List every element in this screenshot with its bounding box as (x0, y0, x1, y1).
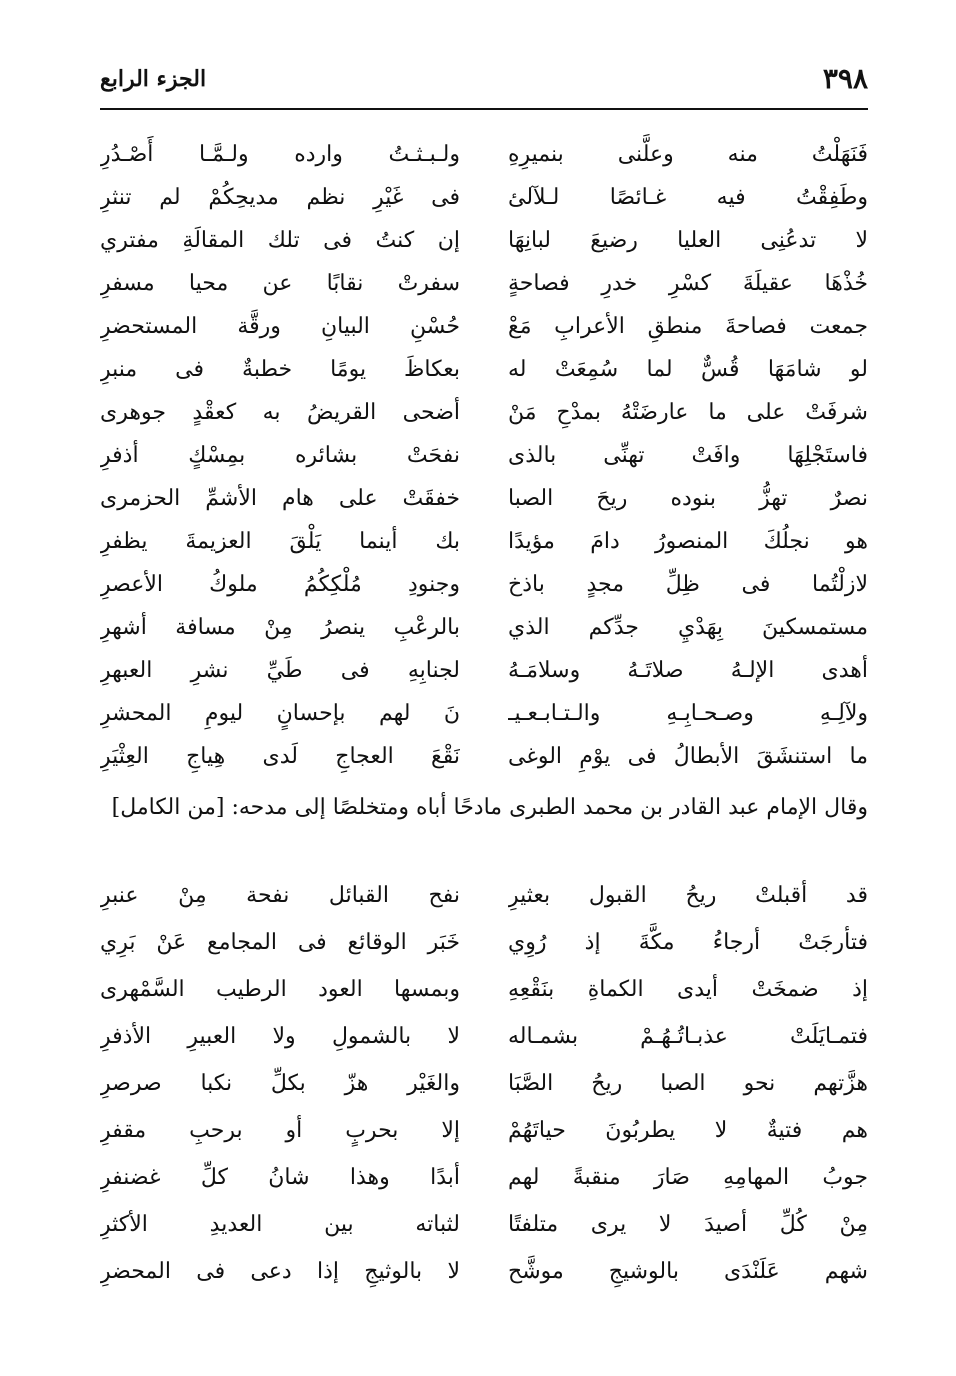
verse-second-hemistich: أبدًا وهذا شانُ كلِّ غضنفرِ (100, 1165, 460, 1190)
verse-second-hemistich: نفح القبائل نفحة مِنْ عنبرِ (100, 883, 460, 908)
verse-second-hemistich: سفرتْ نقابًا عن محيا مسفرِ (100, 271, 460, 296)
page-number: ٣٩٨ (822, 62, 868, 95)
verse-line (100, 735, 868, 778)
verse-second-hemistich: بك أينما يَلْقَ العزيمةَ يظفرِ (100, 529, 460, 554)
running-head: الجزء الرابع (100, 66, 207, 92)
verse-first-hemistich: هم فتيةٌ لا يطربُونَ حياتَهُمْ (508, 1118, 868, 1143)
verse-line (100, 563, 868, 606)
verse-first-hemistich: فَنَهَلْتُ منه وعلَّنى بنميرِهِ (508, 142, 868, 167)
verse-first-hemistich: مستمسكينَ بِهَدْيِ جدِّكم الذي (508, 615, 868, 640)
verse-line (100, 391, 868, 434)
verse-line (100, 872, 868, 919)
page-header (100, 62, 868, 102)
verse-first-hemistich: خُذْهَا عقيلَةَ كسْرِ خدرِ فصاحةٍ (508, 271, 868, 296)
verse-second-hemistich: لا بالشمولِ ولا العبيرِ الأذفرِ (100, 1024, 460, 1049)
verse-second-hemistich: لجنابِهِ فى طَيِّ نشرِ العبهرِ (100, 658, 460, 683)
verse-line (100, 1154, 868, 1201)
verse-second-hemistich: نَ لهم بإحسانٍ ليومِ المحشرِ (100, 701, 460, 726)
verse-line (100, 692, 868, 735)
verse-first-hemistich: هو نجلُكَ المنصورُ دامَ مؤيدًا (508, 529, 868, 554)
verse-line (100, 966, 868, 1013)
verse-first-hemistich: شهم عَلَنْدَى بالوشيجِ موشَّح (508, 1259, 868, 1284)
verse-first-hemistich: فتمـايَلَتْ عذبـاتُـهُـمْ بشمـاله (508, 1024, 868, 1049)
verse-line (100, 133, 868, 176)
verse-line (100, 305, 868, 348)
verse-line (100, 649, 868, 692)
header-rule (100, 108, 868, 110)
verse-second-hemistich: إلا بحربٍ أو برحبِ مقفرِ (100, 1118, 460, 1143)
verse-first-hemistich: جمعت فصاحةَ منطقِ الأعرابِ مَعْ (508, 314, 868, 339)
verse-first-hemistich: شرفَتْ على ما عارضَتْهُ بمدْحِ مَنْ (508, 400, 868, 425)
verse-line (100, 1107, 868, 1154)
verse-line (100, 520, 868, 563)
verse-line (100, 219, 868, 262)
verse-line (100, 606, 868, 649)
verse-second-hemistich: حُسْنِ البيانِ ورقَّة المستحضرِ (100, 314, 460, 339)
verse-second-hemistich: لا بالوثيجِ إذا دعى فى المحضرِ (100, 1259, 460, 1284)
verse-line (100, 176, 868, 219)
verse-first-hemistich: ما استنشَقَ الأبطالُ فى يوْمِ الوغى (508, 744, 868, 769)
verse-second-hemistich: وجنودِ مُلْكِكُمُ ملوكُ الأعصرِ (100, 572, 460, 597)
verse-second-hemistich: وبمسها العود الرطيب السَّمْهرى (100, 977, 460, 1002)
verse-second-hemistich: خفقَتْ على هام الأشمِّ الحزمرى (100, 486, 460, 511)
verse-second-hemistich: بالرعْبِ ينصرُ مِنْ مسافة أشهرِ (100, 615, 460, 640)
verse-second-hemistich: فى غَيْرِ نظم مديحِكُمْ لم تنثرِ (100, 185, 460, 210)
verse-second-hemistich: نَقْعَ العجاجِ لَدى هِياجِ العِثْيَرِ (100, 744, 460, 769)
verse-second-hemistich: بعكاظَ يومًا خطبةٌ فى منبرِ (100, 357, 460, 382)
verse-second-hemistich: نفحَتْ بشائره بمِسْكٍ أذفرِ (100, 443, 460, 468)
poem-introduction: وقال الإمام عبد القادر بن محمد الطبرى مادحًا أباه ومتخلصًا إلى مدحه: [من الكامل] (111, 795, 868, 820)
verse-first-hemistich: فتأرجَتْ أرجاءُ مكَّةَ إذ رُوِي (508, 930, 868, 955)
verse-second-hemistich: خَبَر الوقائع فى المجامع عَنْ بَرِي (100, 930, 460, 955)
verse-line (100, 1201, 868, 1248)
verse-first-hemistich: مِنْ كُلِّ أصيدَ لا يرى متلفتًا (508, 1212, 868, 1237)
verse-first-hemistich: فاستَجْلِهَا وافَتْ تهنِّى بالذى (508, 443, 868, 468)
verse-first-hemistich: وطَفِقْتُ فيه غـائصًا لـلآلئ (508, 185, 868, 210)
verse-second-hemistich: لثباته بين العديدِ الأكثرِ (100, 1212, 460, 1237)
verse-second-hemistich: والغَيْر هزّ بكلِّ نكبا صرصرِ (100, 1071, 460, 1096)
verse-line (100, 477, 868, 520)
verse-line (100, 1060, 868, 1107)
verse-first-hemistich: هزَّتهم نحو الصبا ريحُ الصَّبَا (508, 1071, 868, 1096)
verse-line (100, 919, 868, 966)
verse-first-hemistich: جوبُ المهامِهِ صَارَ منقبةً لهم (508, 1165, 868, 1190)
verse-first-hemistich: لازلْتُما فى ظِلِّ مجدٍ باذخ (508, 572, 868, 597)
poem-second (100, 872, 868, 1295)
verse-line (100, 262, 868, 305)
verse-first-hemistich: ولآلِـهِ وصـحـابِـهِ والـتـابـعـيـ (508, 701, 868, 726)
verse-second-hemistich: أضحى القريضُ به كعقْدٍ جوهرى (100, 400, 460, 425)
poem-first (100, 133, 868, 778)
verse-line (100, 1013, 868, 1060)
verse-first-hemistich: لو شامَهَا قُسٌّ لما سُمِعَتْ له (508, 357, 868, 382)
verse-line (100, 348, 868, 391)
verse-second-hemistich: إن كنتُ فى تلك المقالَةِ مفتري (100, 228, 460, 253)
verse-first-hemistich: إذ ضمخَتْ أيدى الكماةِ بنَقْعِهِ (508, 977, 868, 1002)
verse-first-hemistich: قد أقبلتْ ريحُ القبول بعثيرِ (508, 883, 868, 908)
verse-second-hemistich: ولـبـثـتُ وارده ولـمَّـا أَصْـدُرِ (100, 142, 460, 167)
verse-line (100, 434, 868, 477)
verse-first-hemistich: لا تدعُنِى العليا رضيعَ لبانِهَا (508, 228, 868, 253)
verse-line (100, 1248, 868, 1295)
verse-first-hemistich: أهدى الإلـهُ صلاتَـهُ وسلامَـهُ (508, 658, 868, 683)
verse-first-hemistich: نصرٌ تهزُّ بنوده ريحَ الصبا (508, 486, 868, 511)
